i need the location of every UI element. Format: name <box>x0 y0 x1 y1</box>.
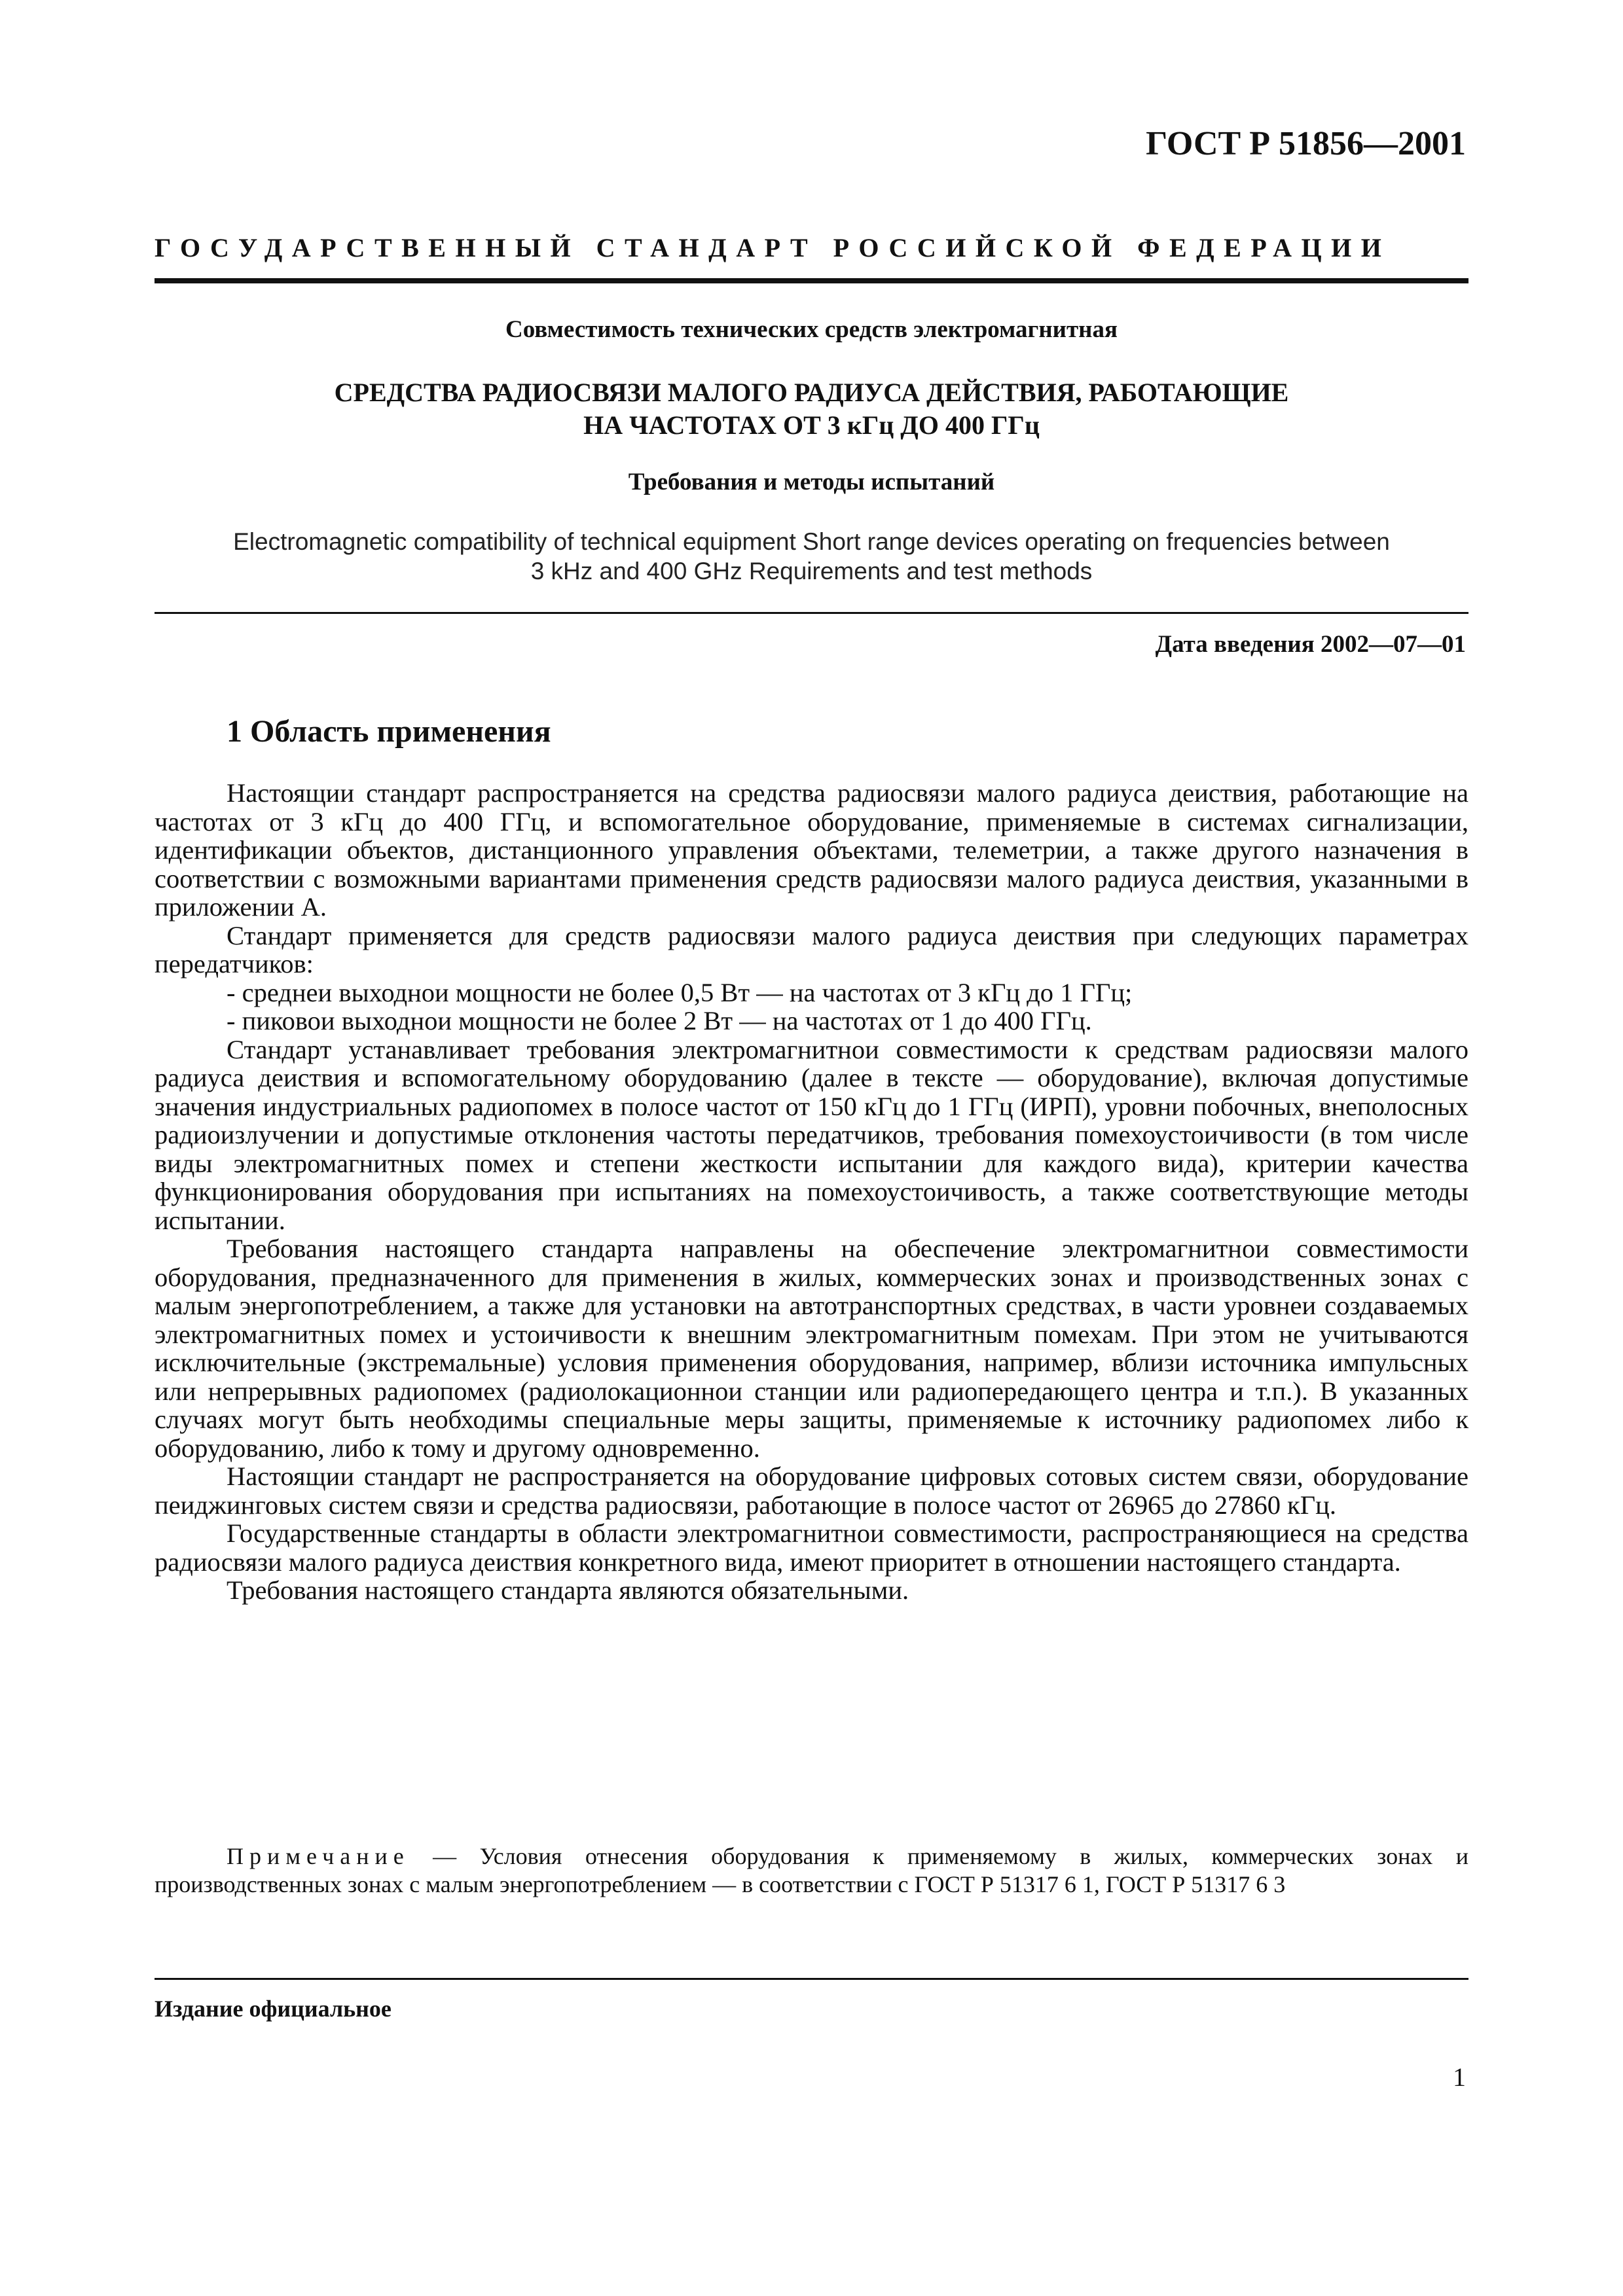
official-edition: Издание официальное <box>155 1996 392 2022</box>
list-item: - среднеи выходнои мощности не более 0,5 Вт — на частотах от 3 кГц до 1 ГГц; <box>227 977 1133 1007</box>
title-rule <box>155 612 1468 614</box>
paragraph: Стандарт устанавливает требования электромагнитнои совместимости к средствам радиосвязи малого радиуса деиствия и вспомогательному оборудованию (далее в тексте — оборудование), включая допустимые значения индустриальных радиопомех в полосе частот от 150 кГц до 1 ГГц (ИРП), уровни побочных, внеполосных радиоизлучении и допустимые отклонения частоты передатчиков, требования помехоустоичивости (в том числе виды электромагнитных помех и степени жесткости испытании для каждого вида), критерии качества функционирования оборудования при испытаниях на помехоустоичивость, а также соответствующие методы испытании. <box>155 1034 1468 1235</box>
paragraph: Требования настоящего стандарта являются обязательными. <box>227 1575 909 1605</box>
paragraph: Стандарт применяется для средств радиосвязи малого радиуса деиствия при следующих параметрах передатчиков: <box>155 920 1468 978</box>
note-text: — Условия отнесения оборудования к применяемому в жилых, коммерческих зонах и производственных зонах с малым энергопотреблением — в соответствии с ГОСТ Р 51317 6 1, ГОСТ Р 51317 6 3 <box>155 1843 1468 1897</box>
subtitle-compatibility: Совместимость технических средств электромагнитная <box>505 316 1118 343</box>
english-title <box>155 527 1468 586</box>
subtitle-requirements: Требования и методы испытаний <box>628 469 995 495</box>
state-standard-heading: ГОСУДАРСТВЕННЫЙ СТАНДАРТ РОССИЙСКОЙ ФЕДЕРАЦИИ <box>155 233 1391 262</box>
list-item: - пиковои выходнои мощности не более 2 Вт — на частотах от 1 до 400 ГГц. <box>227 1006 1092 1035</box>
gost-number: ГОСТ Р 51856—2001 <box>1146 125 1466 162</box>
english-title-line-1: Electromagnetic compatibility of technical equipment Short range devices operating on frequencies between <box>233 528 1390 555</box>
note-label: Примечание <box>227 1843 410 1869</box>
paragraph: Требования настоящего стандарта направлены на обеспечение электромагнитнои совместимости оборудования, предназначенного для применения в жилых, коммерческих зонах и производственных зонах с малым энергопотреблением, а также для установки на автотранспортных средствах, в части уровнеи создаваемых электромагнитных помех и устоичивости к внешним электромагнитным помехам. При этом не учитываются исключительные (экстремальные) условия применения оборудования, например, вблизи источника импульсных или непрерывных радиопомех (радиолокационнои станции или радиопередающего центра и т.п.). В указанных случаях могут быть необходимы специальные меры защиты, применяемые к источнику радиопомех либо к оборудованию, либо к тому и другому одновременно. <box>155 1234 1468 1463</box>
page-number: 1 <box>1453 2062 1466 2092</box>
section-heading: 1 Область применения <box>227 714 551 749</box>
section-body <box>155 779 1468 1605</box>
english-title-line-2: 3 kHz and 400 GHz Requirements and test methods <box>530 558 1093 584</box>
paragraph: Настоящии стандарт не распространяется на оборудование цифровых сотовых систем связи, оборудование пеиджинговых систем связи и средства радиосвязи, работающие в полосе частот от 26965 до 27860 кГц. <box>155 1462 1468 1520</box>
header-rule <box>155 278 1468 283</box>
paragraph: Настоящии стандарт распространяется на средства радиосвязи малого радиуса деиствия, работающие на частотах от 3 кГц до 400 ГГц, и вспомогательное оборудование, применяемые в системах сигнализации, идентификации объектов, дистанционного управления объектами, телеметрии, а также другого назначения в соответствии с возможными вариантами применения средств радиосвязи малого радиуса деиствия, указанными в приложении А. <box>155 778 1468 922</box>
main-title-line-2: НА ЧАСТОТАХ ОТ 3 кГц ДО 400 ГГц <box>583 410 1040 440</box>
intro-date: Дата введения 2002—07—01 <box>1155 631 1466 658</box>
main-title-line-1: СРЕДСТВА РАДИОСВЯЗИ МАЛОГО РАДИУСА ДЕЙСТВИЯ, РАБОТАЮЩИЕ <box>334 378 1289 407</box>
main-title <box>155 376 1468 442</box>
paragraph: Государственные стандарты в области электромагнитнои совместимости, распространяющиеся на средства радиосвязи малого радиуса деиствия конкретного вида, имеют приоритет в отношении настоящего стандарта. <box>155 1518 1468 1577</box>
footer-rule <box>155 1978 1468 1980</box>
note <box>155 1842 1468 1899</box>
